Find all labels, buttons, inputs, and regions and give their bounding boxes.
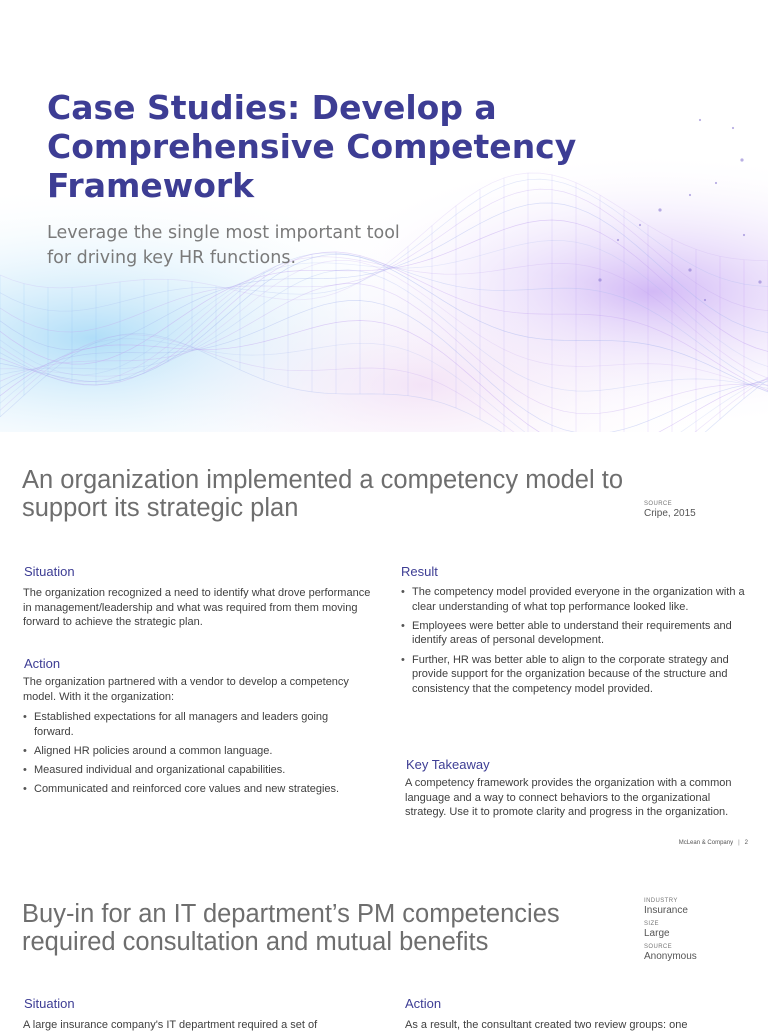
key-takeaway-heading: Key Takeaway — [406, 757, 490, 772]
action-heading: Action — [405, 996, 442, 1011]
case-meta-block — [644, 897, 764, 966]
size-value: Large — [644, 928, 670, 939]
key-takeaway-text: A competency framework provides the organization with a common language and a way to connect behaviors to the organizational strategy. Use it to promote clarity and progress in the organization. — [405, 777, 732, 819]
list-item: • Measured individual and organizational capabilities. — [23, 763, 353, 778]
action-heading: Action — [24, 656, 61, 671]
mesh-dot — [688, 268, 691, 271]
cover-title: Case Studies: Develop a Comprehensive Competency Framework — [47, 88, 577, 205]
result-bullet-list — [401, 585, 746, 701]
mesh-dot — [743, 234, 745, 236]
list-item: • Established expectations for all managers and leaders going forward. — [23, 710, 353, 739]
result-heading: Result — [401, 564, 438, 579]
mesh-dot — [639, 224, 641, 226]
source-label: SOURCE — [644, 944, 673, 950]
situation-text: A large insurance company's IT department required a set of — [23, 1019, 318, 1031]
list-item: • Communicated and reinforced core values and new strategies. — [23, 782, 353, 797]
mesh-dot — [704, 299, 706, 301]
page-number: 2 — [744, 840, 748, 846]
situation-text: The organization recognized a need to identify what drove performance in management/leadership and what was required from them moving forward to achieve the strategic plan. — [23, 587, 371, 629]
page-footer: McLean & Company | 2 — [678, 840, 748, 846]
cover-page — [0, 0, 768, 432]
abstract-mesh-background — [0, 0, 768, 432]
mesh-dot — [732, 127, 734, 129]
action-intro: The organization partnered with a vendor to develop a competency model. With it the organization: — [23, 676, 349, 703]
slide-title: An organization implemented a competency model to support its strategic plan — [22, 466, 624, 522]
situation-heading: Situation — [24, 996, 75, 1011]
industry-label: INDUSTRY — [644, 898, 678, 904]
situation-heading: Situation — [24, 564, 75, 579]
slide-competency-model-case — [0, 432, 768, 852]
action-bullet-list — [23, 710, 353, 801]
list-item: • Further, HR was better able to align to the corporate strategy and provide support for the organization because of the structure and consistency that the competency model provided. — [401, 653, 746, 697]
list-item: • The competency model provided everyone in the organization with a clear understanding of what top performance looked like. — [401, 585, 746, 614]
source-value: Anonymous — [644, 951, 697, 962]
mesh-dot — [715, 182, 717, 184]
source-block — [644, 500, 764, 523]
mesh-dot — [617, 239, 619, 241]
mesh-dot — [689, 194, 691, 196]
slide-it-pm-competencies-case — [0, 852, 768, 1031]
action-text: As a result, the consultant created two review groups: one — [405, 1019, 688, 1031]
cover-subtitle: Leverage the single most important tool for driving key HR functions. — [47, 223, 400, 268]
source-label: SOURCE — [644, 501, 673, 507]
mesh-dot — [598, 278, 601, 281]
list-item: • Aligned HR policies around a common language. — [23, 744, 353, 759]
slide-title: Buy-in for an IT department’s PM competencies required consultation and mutual benefits — [22, 900, 560, 956]
source-value: Cripe, 2015 — [644, 508, 696, 519]
mesh-dot — [699, 119, 701, 121]
mesh-dot — [740, 158, 743, 161]
company-name: McLean & Company — [678, 840, 734, 846]
size-label: SIZE — [644, 921, 659, 927]
list-item: • Employees were better able to understand their requirements and identify areas of personal development. — [401, 619, 746, 648]
mesh-dot — [758, 280, 761, 283]
industry-value: Insurance — [644, 905, 688, 916]
mesh-dot — [658, 208, 661, 211]
